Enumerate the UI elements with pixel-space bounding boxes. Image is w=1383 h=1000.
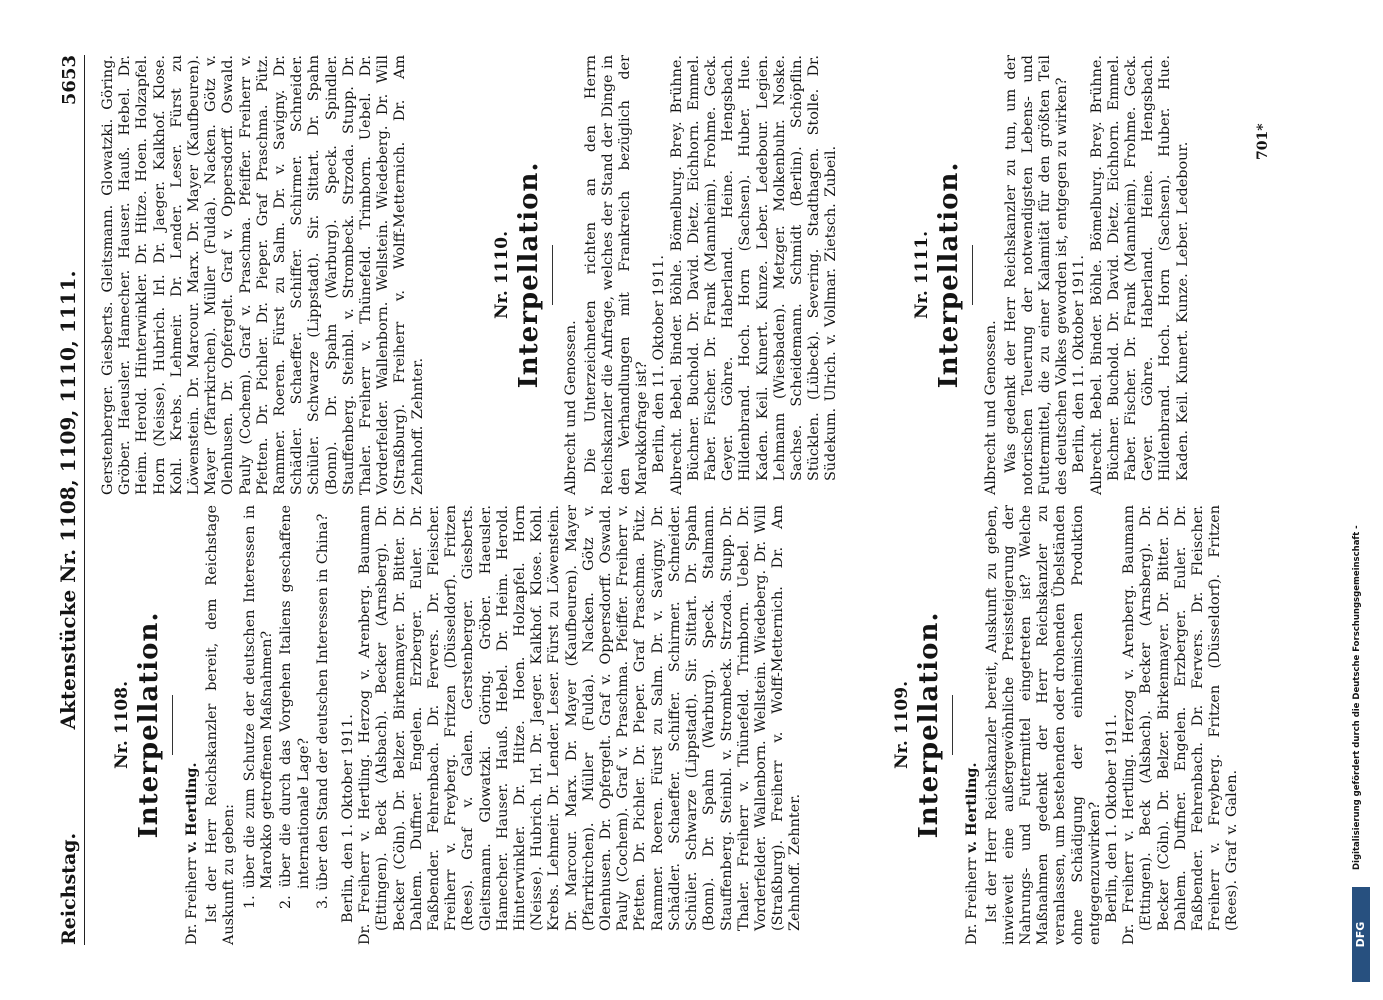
mover-name: v. Hertling. bbox=[963, 762, 981, 853]
section-number: Nr. 1111. bbox=[912, 231, 932, 320]
page-signature: 701* bbox=[1255, 123, 1271, 160]
dateline: Berlin, den 11. Oktober 1911. bbox=[1071, 255, 1088, 473]
signatories: Albrecht. Bebel. Binder. Böhle. Bömelburg. Brey. Brühne. Büchner. Buchold. Dr. David. Dietz. Eichhorn. Emmel. Faber. Fischer. Dr. Frank (Mannheim). Frohme. Geck. Geyer. Göhre. Haberland. Heine. Hengsbach. Hildenbrand. Hoch. Horn (Sachsen). Huber. Hue. Kaden. Keil. Kunert. Kunze. Leber. Ledebour. bbox=[1088, 55, 1191, 495]
section-1110 bbox=[480, 55, 841, 495]
section-number: Nr. 1108. bbox=[112, 681, 132, 770]
mover bbox=[183, 505, 201, 945]
section-title: Interpellation. bbox=[514, 161, 545, 389]
dateline: Berlin, den 11. Oktober 1911. bbox=[651, 255, 668, 473]
section-title: Interpellation. bbox=[934, 161, 965, 389]
mover-name: v. Hertling. bbox=[183, 762, 201, 853]
section-number: Nr. 1110. bbox=[492, 231, 512, 320]
question-text: Ist der Herr Reichskanzler bereit, dem Reichstage Auskunft zu geben: bbox=[203, 505, 237, 945]
divider bbox=[172, 695, 173, 755]
question-item: 3. über den Stand der deutschen Interessen in China? bbox=[314, 513, 331, 909]
dateline: Berlin, den 1. Oktober 1911. bbox=[340, 714, 357, 923]
mover-prefix: Dr. Freiherr bbox=[964, 857, 981, 945]
dfg-logo: DFG bbox=[1352, 887, 1370, 982]
section-1109 bbox=[880, 505, 1242, 945]
mover: Albrecht und Genossen. bbox=[563, 320, 580, 495]
section-1108 bbox=[100, 505, 805, 945]
question-list bbox=[242, 505, 332, 909]
question-item: 1. über die zum Schutze der deutschen Interessen in Marokko getroffenen Maßnahmen? bbox=[242, 505, 276, 909]
signatories: Gerstenberger. Giesberts. Gleitsmann. Glowatzki. Göring. Gröber. Haeusler. Hamecher. Hauser. Hauß. Hebel. Dr. Heim. Herold. Hinterwinkler. Dr. Hitze. Hoen. Holzapfel. Horn (Neisse). Hubrich. Irl. Dr. Jaeger. Kalkhof. Klose. Kohl. Krebs. Lehmeir. Dr. Lender. Leser. Fürst zu Löwenstein. Dr. Marcour. Marx. Dr. Mayer (Kaufbeuren). Mayer (Pfarrkirchen). Müller (Fulda). Nacken. Götz v. Olenhusen. Dr. Opfergelt. Graf v. Oppersdorff. Oswald. Pauly (Cochem). Graf v. Praschma. Pfeiffer. Freiherr v. Pfetten. Dr. Pichler. Dr. Pieper. Graf Praschma. Pütz. Rammer. Roeren. Fürst zu Salm. Dr. v. Savigny. Dr. Schädler. Schaeffer. Schiffer. Schirmer. Schneider. Schüler. Schwarze (Lippstadt). Sir. Sittart. Dr. Spahn (Bonn). Dr. Spahn (Warburg). Speck. Spindler. Stauffenberg. Steinbl. v. Strombeck. Strzoda. Stupp. Dr. Thaler. Freiherr v. Thünefeld. Trimborn. Uebel. Dr. Vorderfelder. Wallenborn. Wellstein. Wiedeberg. Dr. Will (Straßburg). Freiherr v. Wolff-Metternich. Dr. Am Zehnhoff. Zehnter. bbox=[100, 55, 426, 495]
signatories: Albrecht. Bebel. Binder. Böhle. Bömelburg. Brey. Brühne. Büchner. Buchold. Dr. David. Dietz. Eichhorn. Emmel. Faber. Fischer. Dr. Frank (Mannheim). Frohme. Geck. Geyer. Göhre. Haberland. Heine. Hengsbach. Hildenbrand. Hoch. Horn (Sachsen). Huber. Hue. Kaden. Keil. Kunert. Kunze. Leber. Ledebour. Legien. Lehmann (Wiesbaden). Metzger. Molkenbuhr. Noske. Sachse. Scheidemann. Schmidt (Berlin). Schöpflin. Stücklen. (Lübeck). Severing. Stadthagen. Stolle. Dr. Südekum. Ulrich. v. Vollmar. Zietsch. Zubeil. bbox=[668, 55, 840, 495]
header-center: Aktenstücke Nr. 1108, 1109, 1110, 1111. bbox=[56, 270, 80, 730]
header-left: Reichstag. bbox=[58, 832, 80, 945]
signatories: Dr. Freiherr v. Hertling. Herzog v. Arenberg. Baumann (Ettingen). Beck (Alsbach). Becker (Arnsberg). Dr. Becker (Cöln). Dr. Belzer. Birkenmayer. Dr. Bitter. Dr. Dahlem. Duffner. Engelen. Erzberger. Euler. Dr. Faßbender. Fehrenbach. Dr. Fervers. Dr. Fleischer. Freiherr v. Freyberg. Fritzen (Düsseldorf). Fritzen (Rees). Graf v. Galen. bbox=[1121, 505, 1241, 945]
section-title: Interpellation. bbox=[134, 611, 165, 839]
question-text: Ist der Herr Reichskanzler bereit, Auskunft zu geben, inwieweit eine außergewöhnliche Preissteigerung der Nahrungs- und Futtermittel eingetreten ist? Welche Maßnahmen gedenkt der Herr Reichskanzler zu veranlassen, um bestehenden oder drohenden Übelständen ohne Schädigung der einheimischen Produktion entgegenzuwirken? bbox=[983, 505, 1103, 945]
mover: Albrecht und Genossen. bbox=[983, 320, 1000, 495]
running-header bbox=[58, 55, 85, 945]
section-1111 bbox=[900, 55, 1192, 495]
section-title: Interpellation. bbox=[914, 611, 945, 839]
mover-prefix: Dr. Freiherr bbox=[184, 857, 201, 945]
digitization-stamp: Digitalisierung gefördert durch die Deutsche Forschungsgemeinschaft - bbox=[1352, 525, 1362, 870]
divider bbox=[972, 245, 973, 305]
question-text: Was gedenkt der Herr Reichskanzler zu tun, um der notorischen Teuerung der notwendigsten Lebens- und Futtermittel, die zu einer Kalamität für den größten Teil des deutschen Volkes geworden ist, entgegen zu wirken? bbox=[1002, 55, 1071, 495]
dateline: Berlin, den 1. Oktober 1911. bbox=[1104, 714, 1121, 923]
divider bbox=[552, 245, 553, 305]
question-text: Die Unterzeichneten richten an den Herrn Reichskanzler die Anfrage, welches der Stand der Dinge in den Verhandlungen mit Frankreich bezüglich der Marokkofrage ist? bbox=[582, 55, 651, 495]
section-1109-continued bbox=[100, 55, 427, 495]
question-item: 2. über die durch das Vorgehen Italiens geschaffene internationale Lage? bbox=[278, 505, 312, 909]
header-page-number: 5653 bbox=[59, 55, 80, 106]
mover bbox=[963, 505, 981, 945]
divider bbox=[952, 695, 953, 755]
section-number: Nr. 1109. bbox=[892, 681, 912, 770]
signatories: Dr. Freiherr v. Hertling. Herzog v. Arenberg. Baumann (Ettingen). Beck (Alsbach). Becker (Arnsberg). Dr. Becker (Cöln). Dr. Belzer. Birkenmayer. Dr. Bitter. Dr. Dahlem. Duffner. Engelen. Erzberger. Euler. Dr. Faßbender. Fehrenbach. Dr. Fervers. Dr. Fleischer. Freiherr v. Freyberg. Fritzen (Düsseldorf). Fritzen (Rees). Graf v. Galen. Gerstenberger. Giesberts. Gleitsmann. Glowatzki. Göring. Gröber. Haeusler. Hamecher. Hauser. Hauß. Hebel. Dr. Heim. Herold. Hinterwinkler. Dr. Hitze. Hoen. Holzapfel. Horn (Neisse). Hubrich. Irl. Dr. Jaeger. Kalkhof. Klose. Kohl. Krebs. Lehmeir. Dr. Lender. Leser. Fürst zu Löwenstein. Dr. Marcour. Marx. Dr. Mayer (Kaufbeuren). Mayer (Pfarrkirchen). Müller (Fulda). Nacken. Götz v. Olenhusen. Dr. Opfergelt. Graf v. Oppersdorff. Oswald. Pauly (Cochem). Graf v. Praschma. Pfeiffer. Freiherr v. Pfetten. Dr. Pichler. Dr. Pieper. Graf Praschma. Pütz. Rammer. Roeren. Fürst zu Salm. Dr. v. Savigny. Dr. Schädler. Schaeffer. Schiffer. Schirmer. Schneider. Schüler. Schwarze (Lippstadt). Sir. Sittart. Dr. Spahn (Bonn). Dr. Spahn (Warburg). Speck. Stalmann. Stauffenberg. Steinbl. v. Strombeck. Strzoda. Stupp. Dr. Thaler. Freiherr v. Thünefeld. Trimborn. Uebel. Dr. Vorderfelder. Wallenborn. Wellstein. Wiedeberg. Dr. Will (Straßburg). Freiherr v. Wolff-Metternich. Dr. Am Zehnhoff. Zehnter. bbox=[357, 505, 804, 945]
